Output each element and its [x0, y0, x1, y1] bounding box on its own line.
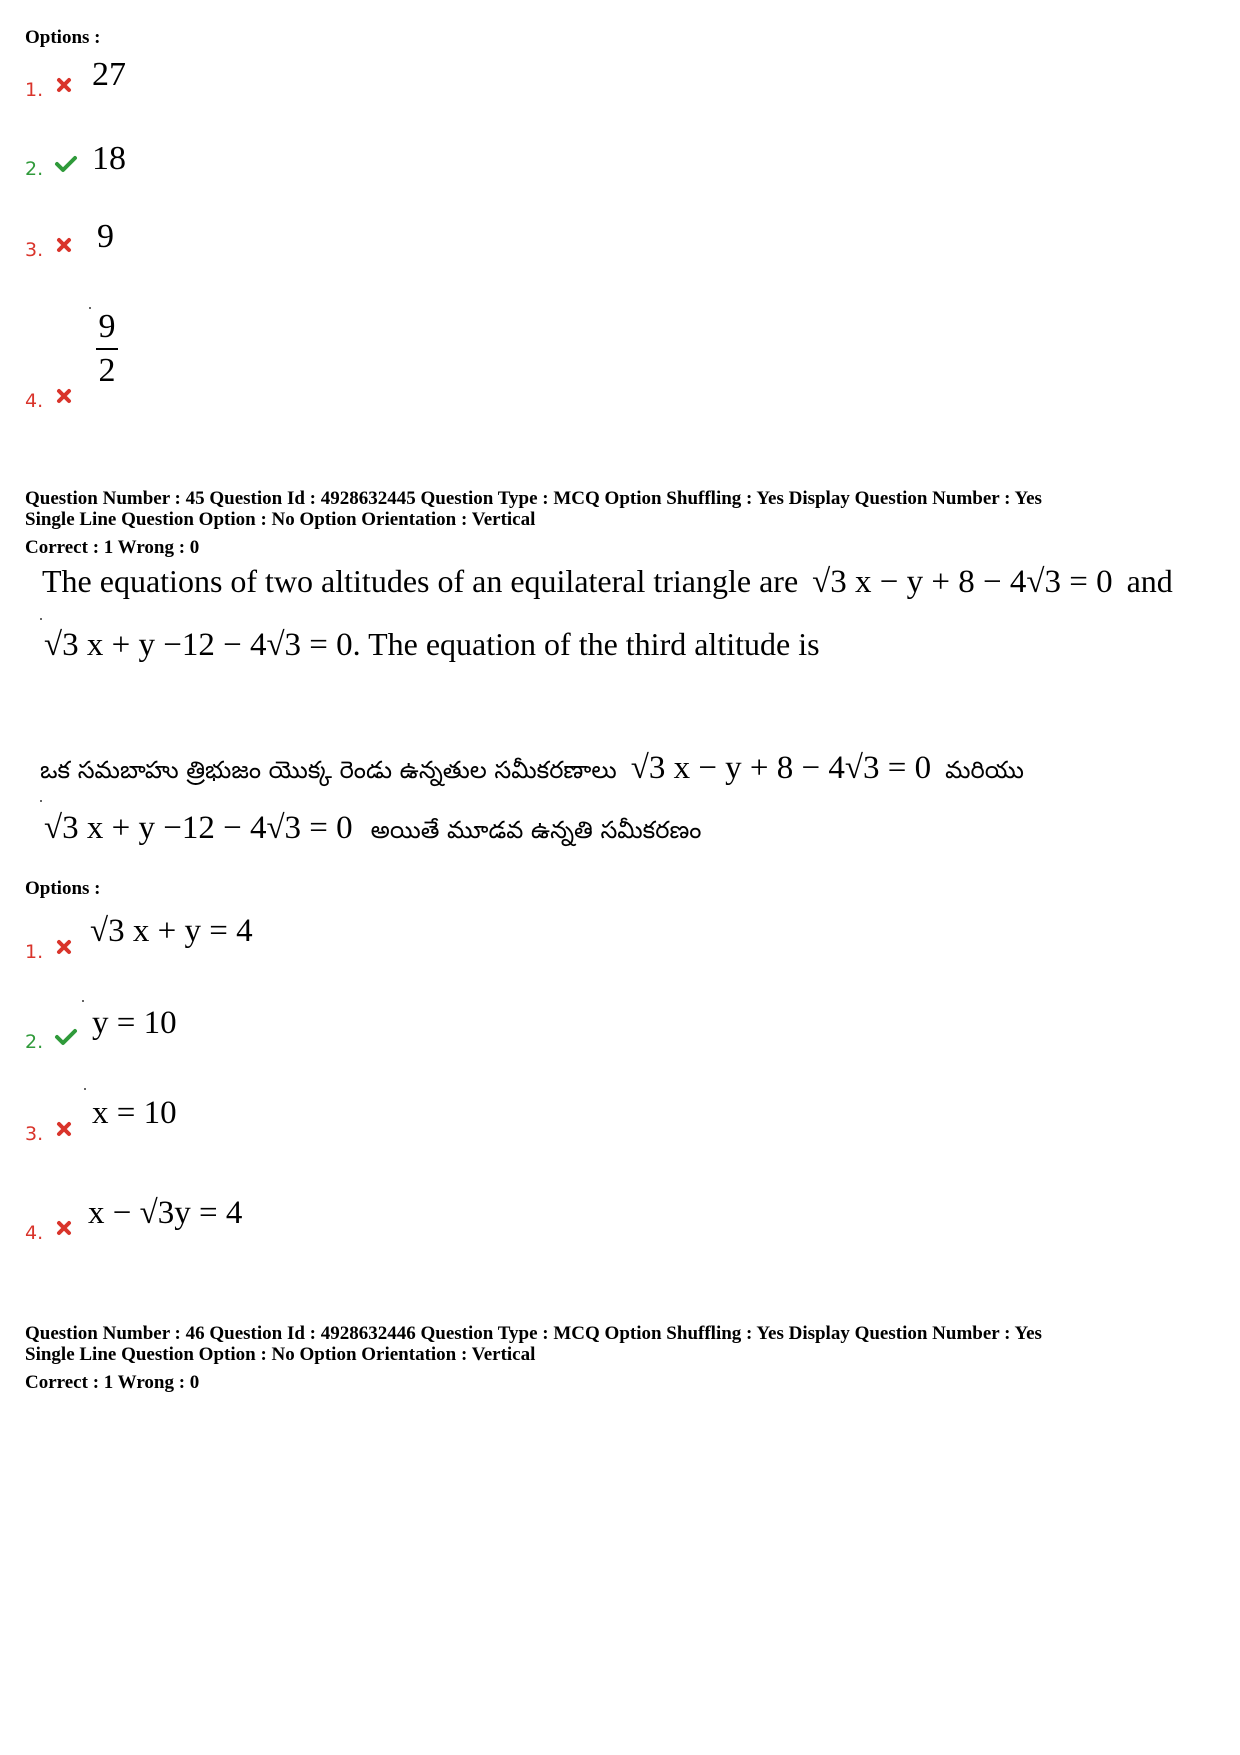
- decoration-dot: [84, 1088, 86, 1090]
- equation: √3 x + y −12 − 4√3 = 0: [44, 810, 353, 846]
- decoration-dot: [40, 618, 42, 620]
- cross-icon: [55, 236, 73, 254]
- option-number: 4.: [25, 390, 44, 412]
- question-text-telugu-line2: [44, 810, 701, 850]
- decoration-dot: [82, 1000, 84, 1002]
- cross-icon: [55, 387, 73, 405]
- fraction-denominator: 2: [98, 352, 116, 389]
- option-number: 4.: [25, 1222, 44, 1244]
- question-text: ఒక సమబాహు త్రిభుజం యొక్క రెండు ఉన్నతుల సమీకరణాలు: [40, 756, 617, 784]
- option-number: 3.: [25, 1123, 44, 1145]
- question-meta: Single Line Question Option : No Option Orientation : Vertical: [25, 1344, 536, 1365]
- question-marks: Correct : 1 Wrong : 0: [25, 537, 200, 558]
- fraction-numerator: 9: [98, 308, 116, 345]
- question-text-english: [42, 563, 1202, 601]
- option-value: x = 10: [92, 1095, 177, 1131]
- option-number: 1.: [25, 79, 44, 101]
- question-meta: Single Line Question Option : No Option Orientation : Vertical: [25, 509, 536, 530]
- cross-icon: [55, 1219, 73, 1237]
- question-meta: Question Number : 46 Question Id : 4928632446 Question Type : MCQ Option Shuffling : Yes Display Question Number : Yes: [25, 1323, 1042, 1344]
- option-number: 1.: [25, 941, 44, 963]
- question-marks: Correct : 1 Wrong : 0: [25, 1372, 200, 1393]
- question-text: అయితే మూడవ ఉన్నతి సమీకరణం: [370, 816, 702, 844]
- equation: √3 x − y + 8 − 4√3 = 0: [812, 564, 1113, 600]
- option-value: x − √3y = 4: [88, 1195, 243, 1231]
- options-label: Options :: [25, 878, 101, 899]
- decoration-dot: [89, 307, 91, 309]
- cross-icon: [55, 76, 73, 94]
- check-icon: [54, 1028, 78, 1046]
- option-value: y = 10: [92, 1005, 177, 1041]
- question-meta: Question Number : 45 Question Id : 4928632445 Question Type : MCQ Option Shuffling : Yes Display Question Number : Yes: [25, 488, 1042, 509]
- option-value: 27: [92, 56, 126, 93]
- question-text: మరియు: [945, 756, 1024, 784]
- option-number: 2.: [25, 1031, 44, 1053]
- question-text: The equations of two altitudes of an equilateral triangle are: [42, 563, 799, 599]
- cross-icon: [55, 1120, 73, 1138]
- option-value: 9: [97, 218, 114, 255]
- option-number: 3.: [25, 239, 44, 261]
- equation: √3 x + y −12 − 4√3 = 0: [44, 627, 353, 663]
- equation: √3 x − y + 8 − 4√3 = 0: [630, 750, 932, 786]
- fraction: [92, 308, 122, 390]
- question-text: . The equation of the third altitude is: [352, 626, 820, 662]
- decoration-dot: [40, 800, 42, 802]
- fraction-bar: [96, 348, 118, 350]
- check-icon: [54, 155, 78, 173]
- question-text-telugu: [40, 750, 1220, 790]
- question-text-english-line2: [44, 626, 820, 664]
- option-value: √3 x + y = 4: [90, 913, 253, 949]
- option-number: 2.: [25, 158, 44, 180]
- question-text: and: [1126, 563, 1173, 599]
- options-label: Options :: [25, 27, 101, 48]
- cross-icon: [55, 938, 73, 956]
- option-value: 18: [92, 140, 126, 177]
